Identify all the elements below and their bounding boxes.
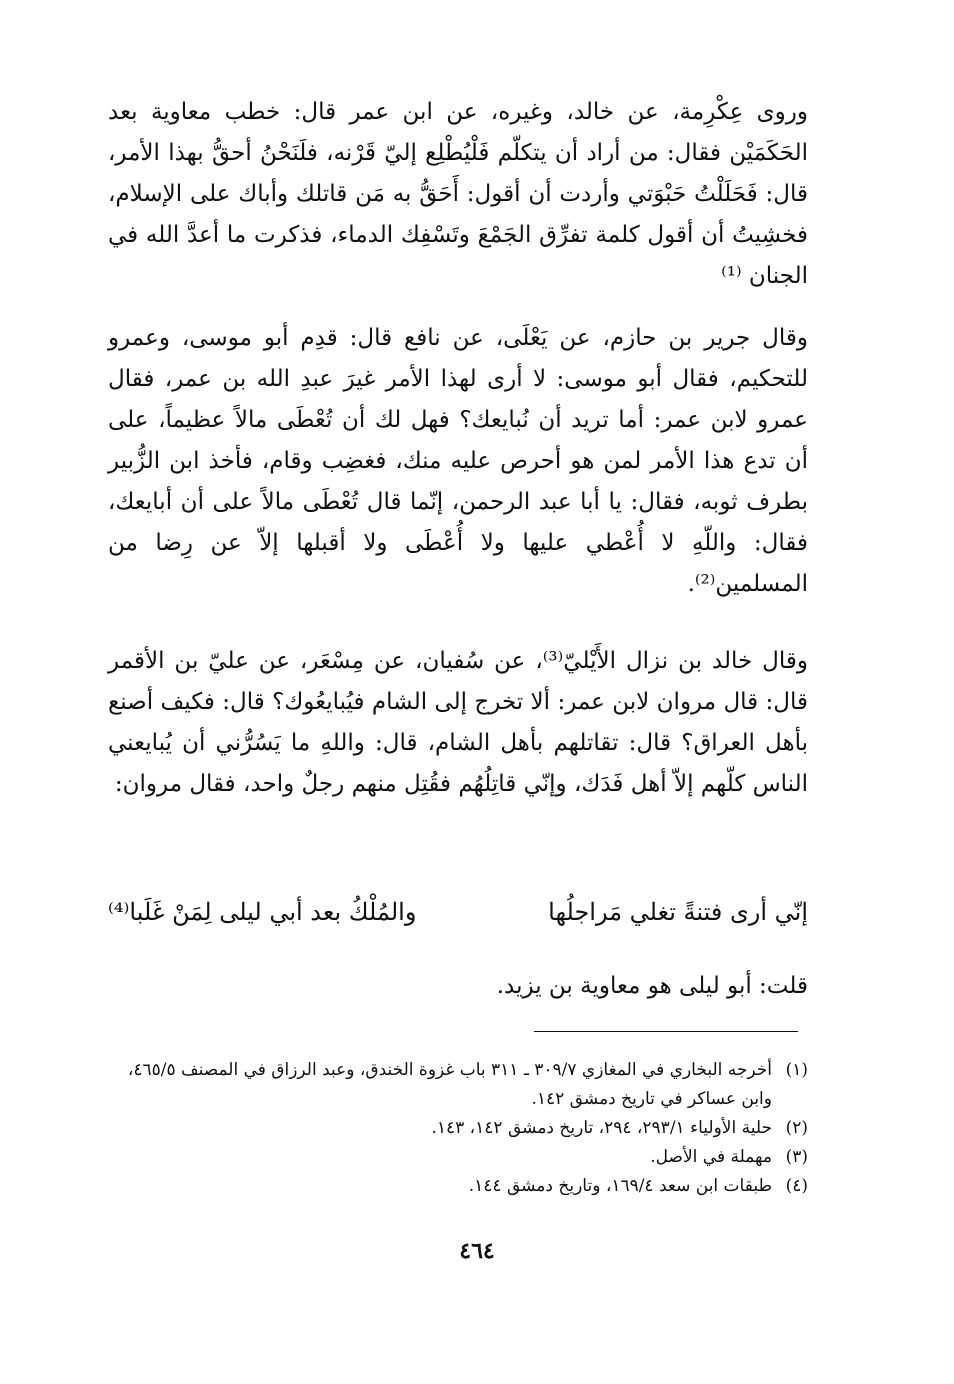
footnote-number: (١) [785, 1060, 808, 1080]
footnote-4 [108, 1172, 808, 1201]
footnote-text: طبقات ابن سعد ١٦٩/٤، وتاريخ دمشق ١٤٤. [468, 1176, 772, 1196]
footnote-3 [108, 1143, 808, 1172]
footnote-1 [108, 1056, 808, 1114]
footnote-text: حلية الأولياء ٢٩٣/١، ٢٩٤، تاريخ دمشق ١٤٢، ١٤٣. [431, 1118, 772, 1138]
footnote-2 [108, 1114, 808, 1143]
verse-first-hemistich: إنّي أرى فتنةً تغلي مَراجلُها [548, 898, 808, 926]
footnote-number: (٣) [785, 1147, 808, 1167]
footnote-separator [534, 1031, 798, 1032]
paragraph-1: وروى عِكْرِمة، عن خالد، وغيره، عن ابن عمر قال: خطب معاوية بعد الحَكَمَيْن فقال: من أراد أن يتكلّم فَلْيُطْلِع إليّ قَرْنه، فلَنَحْنُ أحقُّ بهذا الأمر، قال: فَحَلَلْتُ حَبْوَتي وأردت أن أقول: أَحَقُّ به مَن قاتلك وأباك على الإسلام، فخشِيتُ أن أقول كلمة تفرِّق الجَمْعَ وتَسْفِك الدماء، فذكرت ما أعدَّ الله في الجنان ⁽¹⁾ [108, 99, 808, 289]
author-note: قلت: أبو ليلى هو معاوية بن يزيد. [496, 973, 808, 999]
footnote-text: أخرجه البخاري في المغازي ٣٠٩/٧ ـ ٣١١ باب غزوة الخندق، وعبد الرزاق في المصنف ٤٦٥/٥، وابن عساكر في تاريخ دمشق ١٤٢. [127, 1060, 772, 1109]
page-number: ٤٦٤ [459, 1238, 495, 1264]
footnote-number: (٢) [785, 1118, 808, 1138]
footnote-number: (٤) [785, 1176, 808, 1196]
verse-second-hemistich: والمُلْكُ بعد أبي ليلى لِمَنْ غَلَبا⁽⁴⁾ [108, 898, 417, 926]
paragraph-2: وقال جرير بن حازم، عن يَعْلَى، عن نافع قال: قدِم أبو موسى، وعمرو للتحكيم، فقال أبو موسى: لا أرى لهذا الأمر غيرَ عبدِ الله بن عمر، فقال عمرو لابن عمر: أما تريد أن نُبايعك؟ فهل لك أن تُعْطَى مالاً عظيماً، على أن تدع هذا الأمر لمن هو أحرص عليه منك، فغضِب وقام، فأخذ ابن الزُّبير بطرف ثوبه، فقال: يا أبا عبد الرحمن، إنّما قال تُعْطَى مالاً على أن أبايعك، فقال: واللّهِ لا أُعْطي عليها ولا أُعْطَى ولا أقبلها إلاّ عن رِضا من المسلمين⁽²⁾. [108, 325, 808, 597]
footnote-text: مهملة في الأصل. [650, 1147, 772, 1167]
paragraph-3: وقال خالد بن نزال الأَيْليّ⁽³⁾، عن سُفيان، عن مِسْعَر، عن عليّ بن الأقمر قال: قال مروان لابن عمر: ألا تخرج إلى الشام فيُبايعُوك؟ قال: فكيف أصنع بأهل العراق؟ قال: تقاتلهم بأهل الشام، قال: واللهِ ما يَسُرُّني أن يُبايعني الناس كلّهم إلاّ أهل فَدَك، وإنّي قاتِلُهُم فقُتِل منهم رجلٌ واحد، فقال مروان: [108, 648, 808, 797]
footnotes [108, 1056, 808, 1201]
poetry-verse [108, 889, 808, 935]
